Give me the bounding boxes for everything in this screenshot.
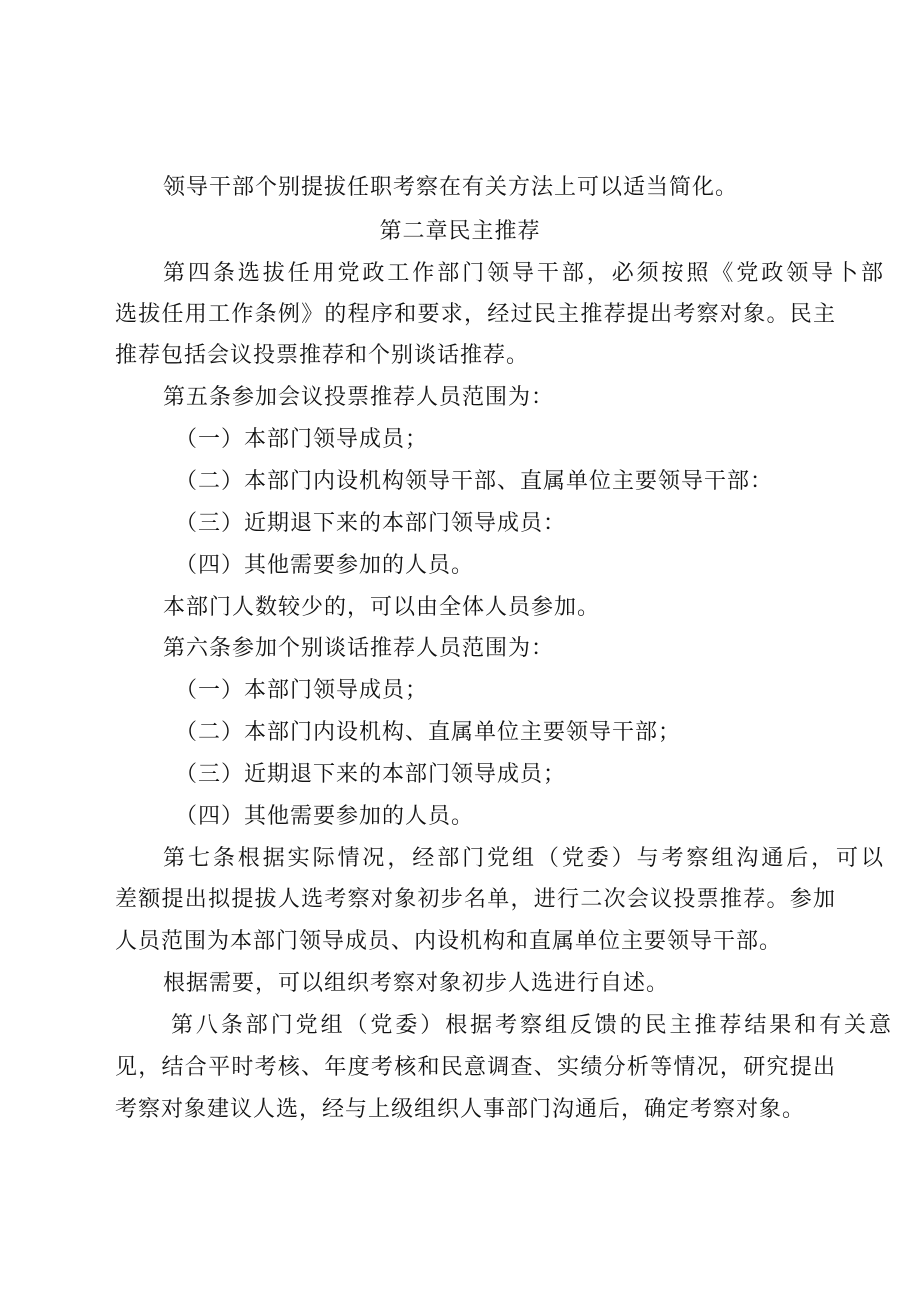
list-item: （一）本部门领导成员； [175,678,429,703]
article-4-line-2: 选拔任用工作条例》的程序和要求，经过民主推荐提出考察对象。民主 [115,302,835,327]
paragraph-line: 本部门人数较少的，可以由全体人员参加。 [163,595,601,620]
list-item: （一）本部门领导成员； [175,427,429,452]
article-4-line-1: 第四条选拔任用党政工作部门领导干部，必须按照《党政领导卜部 [163,261,883,286]
chapter-heading: 第二章民主推荐 [379,219,541,244]
article-7-line-3: 人员范围为本部门领导成员、内设机构和直属单位主要领导干部。 [115,929,783,954]
list-item: （四）其他需要参加的人员。 [175,804,475,829]
list-item: （三）近期退下来的本部门领导成员： [175,511,567,536]
article-5-heading: 第五条参加会议投票推荐人员范围为： [163,385,555,410]
article-7-line-2: 差额提出拟提拔人选考察对象初步名单，进行二次会议投票推荐。参加 [115,887,835,912]
list-item: （三）近期退下来的本部门领导成员； [175,762,567,787]
article-4-line-3: 推荐包括会议投票推荐和个别谈话推荐。 [115,343,530,368]
article-8-line-1: 第八条部门党组（党委）根据考察组反馈的民主推荐结果和有关意 [171,1013,891,1038]
article-7-line-1: 第七条根据实际情况，经部门党组（党委）与考察组沟通后，可以 [163,846,883,871]
list-item: （二）本部门内设机构领导干部、直属单位主要领导干部： [175,469,774,494]
paragraph-line: 根据需要，可以组织考察对象初步人选进行自述。 [163,971,670,996]
paragraph-line: 领导干部个别提拔任职考察在有关方法上可以适当简化。 [163,175,739,200]
list-item: （四）其他需要参加的人员。 [175,553,475,578]
list-item: （二）本部门内设机构、直属单位主要领导干部； [175,720,682,745]
article-8-line-2: 见，结合平时考核、年度考核和民意调查、实绩分析等情况，研究提出 [115,1055,835,1080]
article-8-line-3: 考察对象建议人选，经与上级组织人事部门沟通后，确定考察对象。 [115,1097,806,1122]
article-6-heading: 第六条参加个别谈话推荐人员范围为： [163,636,555,661]
